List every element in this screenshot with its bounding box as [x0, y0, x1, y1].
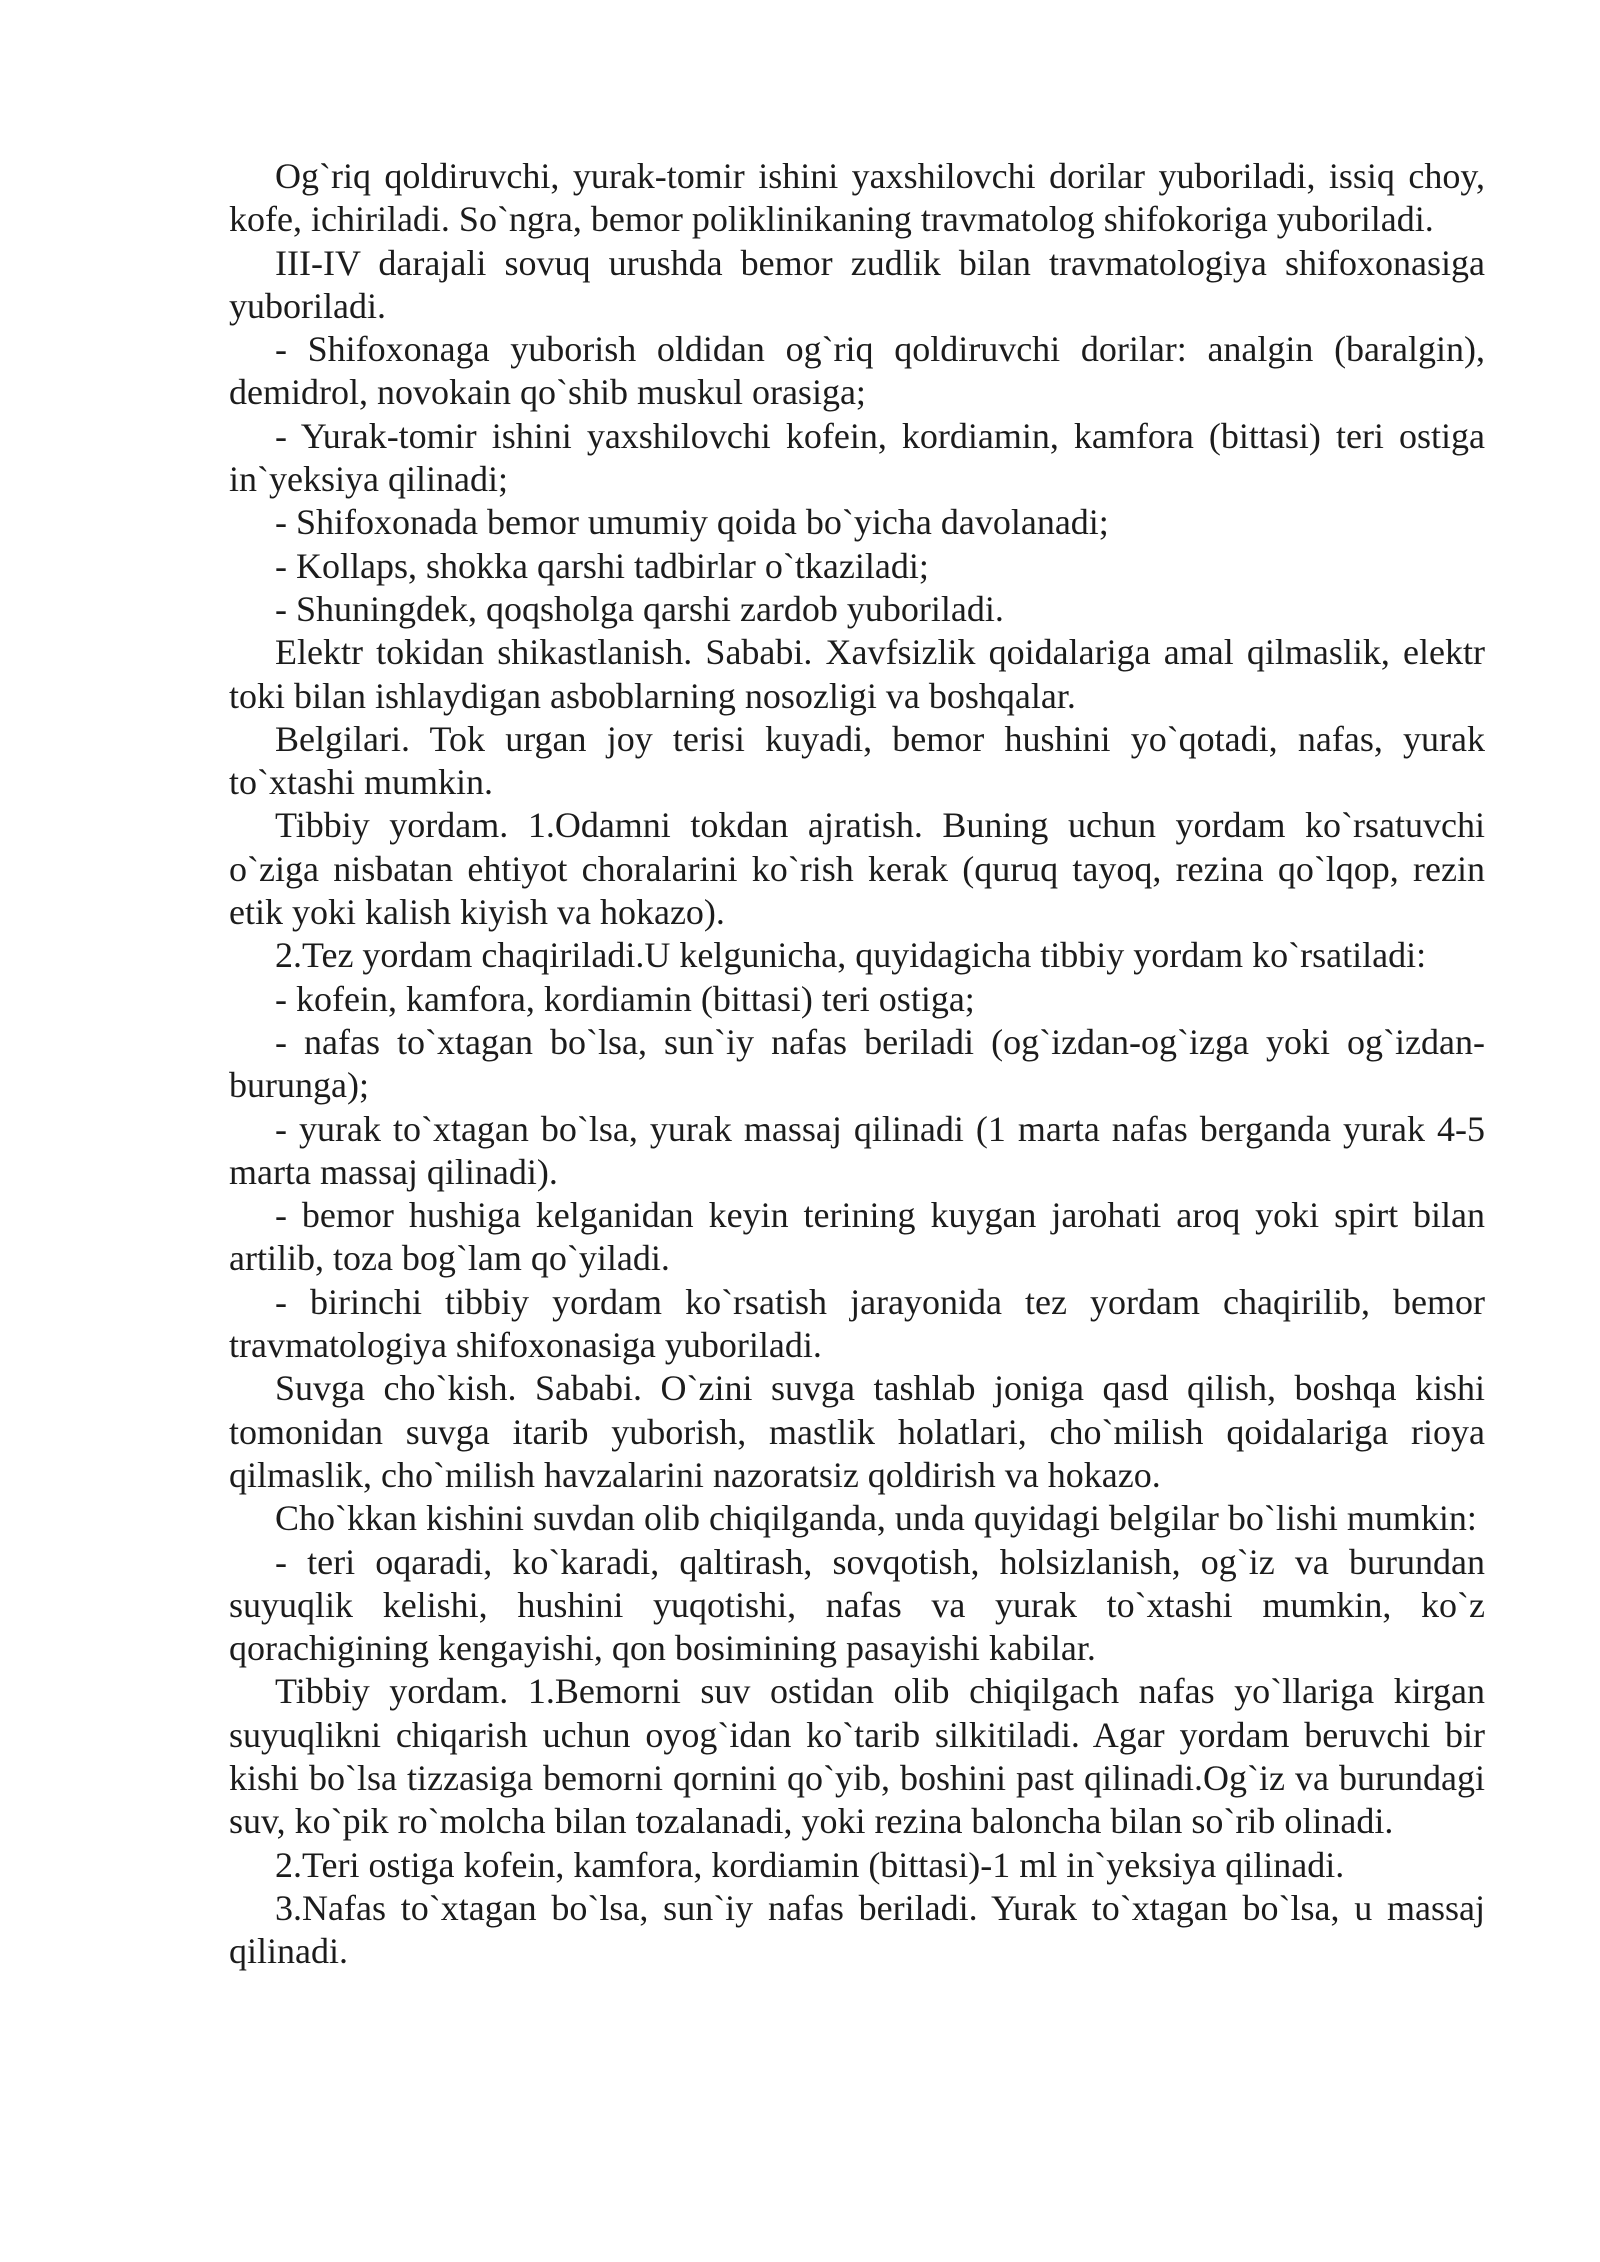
paragraph: Suvga cho`kish. Sababi. O`zini suvga tashlab joniga qasd qilish, boshqa kishi tomonidan suvga itarib yuborish, mastlik holatlari, cho`milish qoidalariga rioya qilmaslik, cho`milish havzalarini nazoratsiz qoldirish va hokazo.: [229, 1368, 1485, 1495]
paragraph: Cho`kkan kishini suvdan olib chiqilganda, unda quyidagi belgilar bo`lishi mumkin:: [275, 1498, 1477, 1539]
paragraph: - yurak to`xtagan bo`lsa, yurak massaj qilinadi (1 marta nafas berganda yurak 4-5 marta massaj qilinadi).: [229, 1108, 1485, 1192]
document-page: [229, 155, 1485, 1973]
paragraph: - bemor hushiga kelganidan keyin terining kuygan jarohati aroq yoki spirt bilan artilib, toza bog`lam qo`yiladi.: [229, 1195, 1485, 1279]
paragraph: 3.Nafas to`xtagan bo`lsa, sun`iy nafas beriladi. Yurak to`xtagan bo`lsa, u massaj qilinadi.: [229, 1887, 1485, 1972]
paragraph: 2.Teri ostiga kofein, kamfora, kordiamin (bittasi)-1 ml in`yeksiya qilinadi.: [275, 1844, 1345, 1885]
paragraph: - Shuningdek, qoqsholga qarshi zardob yuboriladi.: [275, 588, 1004, 629]
paragraph: Tibbiy yordam. 1.Odamni tokdan ajratish. Buning uchun yordam ko`rsatuvchi o`ziga nisbatan ehtiyot choralarini ko`rish kerak (quruq tayoq, rezina qo`lqop, rezin etik yoki kalish kiyish va hokazo).: [229, 805, 1485, 933]
paragraph: - Shifoxonaga yuborish oldidan og`riq qoldiruvchi dorilar: analgin (baralgin), demidrol, novokain qo`shib muskul orasiga;: [229, 329, 1485, 413]
paragraph: Belgilari. Tok urgan joy terisi kuyadi, bemor hushini yo`qotadi, nafas, yurak to`xtashi mumkin.: [229, 718, 1485, 803]
paragraph: - Kollaps, shokka qarshi tadbirlar o`tkaziladi;: [275, 545, 929, 586]
paragraph: - Shifoxonada bemor umumiy qoida bo`yicha davolanadi;: [275, 502, 1109, 543]
paragraph: - birinchi tibbiy yordam ko`rsatish jarayonida tez yordam chaqirilib, bemor travmatologiya shifoxonasiga yuboriladi.: [229, 1281, 1485, 1366]
paragraph: - Yurak-tomir ishini yaxshilovchi kofein, kordiamin, kamfora (bittasi) teri ostiga in`yeksiya qilinadi;: [229, 415, 1485, 500]
paragraph: III-IV darajali sovuq urushda bemor zudlik bilan travmatologiya shifoxonasiga yuboriladi.: [229, 242, 1485, 326]
paragraph: Elektr tokidan shikastlanish. Sababi. Xavfsizlik qoidalariga amal qilmaslik, elektr toki bilan ishlaydigan asboblarning nosozligi va boshqalar.: [229, 632, 1485, 716]
paragraph: 2.Tez yordam chaqiriladi.U kelgunicha, quyidagicha tibbiy yordam ko`rsatiladi:: [275, 935, 1427, 976]
paragraph: - nafas to`xtagan bo`lsa, sun`iy nafas beriladi (og`izdan-og`izga yoki og`izdan-burunga);: [229, 1021, 1485, 1106]
paragraph: Og`riq qoldiruvchi, yurak-tomir ishini yaxshilovchi dorilar yuboriladi, issiq choy, kofe, ichiriladi. So`ngra, bemor poliklinikaning travmatolog shifokoriga yuboriladi.: [229, 156, 1485, 240]
paragraph: - kofein, kamfora, kordiamin (bittasi) teri ostiga;: [275, 978, 975, 1019]
paragraph: Tibbiy yordam. 1.Bemorni suv ostidan olib chiqilgach nafas yo`llariga kirgan suyuqlikni chiqarish uchun oyog`idan ko`tarib silkitiladi. Agar yordam beruvchi bir kishi bo`lsa tizzasiga bemorni qornini qo`yib, boshini past qilinadi.Og`iz va burundagi suv, ko`pik ro`molcha bilan tozalanadi, yoki rezina baloncha bilan so`rib olinadi.: [229, 1671, 1485, 1842]
paragraph: - teri oqaradi, ko`karadi, qaltirash, sovqotish, holsizlanish, og`iz va burundan suyuqlik kelishi, hushini yuqotishi, nafas va yurak to`xtashi mumkin, ko`z qorachigining kengayishi, qon bosimining pasayishi kabilar.: [229, 1541, 1485, 1669]
